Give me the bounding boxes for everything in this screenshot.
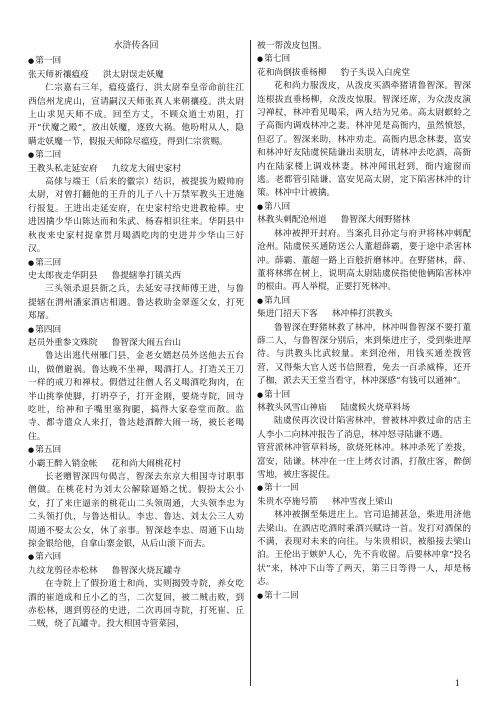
chapter-heading	[257, 214, 471, 227]
chapter-label	[28, 257, 244, 270]
heading-first-line: 小霸王醉入销金帐	[28, 458, 98, 469]
summary-paragraph: 高俅与端王（后来的徽宗）结识，被提拔为殿帅府太尉，对曾打翻他的王升的儿子八十万禁军教头王进施行报复。王进出走延安府，在史家村给史进教枪棒。史进因擒少华山陈达而和朱武、杨春相识往来。华阴县中秋夜来史家村捉拿贯月喝酒吃肉的史进并少华山三好汉。	[28, 177, 244, 255]
bullet-icon: ●	[257, 296, 264, 305]
heading-first-line: 史太郎夜走华阴县	[28, 270, 98, 281]
chapter-label	[257, 389, 471, 402]
bullet-icon: ●	[257, 202, 264, 211]
heading-second-line: 九纹龙大闹史家村	[111, 163, 181, 174]
summary-paragraph: 陆虞侯再次设计陷害林冲，曾被林冲救过命的店主人李小二向林冲报告了消息，林冲怒寻陆谦不遇。	[257, 416, 471, 440]
bullet-icon: ●	[28, 325, 35, 334]
chapter-heading	[257, 67, 471, 80]
chapter-number: 第十二回	[264, 590, 299, 601]
summary-paragraph: 林冲被押开封府。当案孔目孙定与府尹将林冲刺配沧州。陆虞侯买通防送公人董超薛霸，要于途中杀害林冲。薛霸、董超一路上百般折磨林冲。在野猪林，薛、董将林绑在树上，说明高太尉陆虞侯指使他俩陷害林冲的根由。再人举棍，正要打死林冲。	[257, 228, 471, 293]
bullet-icon: ●	[28, 446, 35, 455]
chapter-heading	[28, 163, 244, 176]
heading-second-line: 鲁智深大闹野猪林	[340, 215, 410, 226]
chapter-number: 第十一回	[264, 483, 299, 494]
chapter-number: 第三回	[35, 257, 62, 268]
bullet-icon: ●	[257, 55, 264, 64]
left-column	[28, 40, 244, 690]
summary-paragraph: 仁宗嘉右三年，瘟疫盛行，洪太尉奉皇帝命前往江西信州龙虎山，宣请嗣汉天师张真人来朝禳疫。洪太尉上山求见天师不成。回至方丈，不顾众道士劝阻，打开“伏魔之殿”，放出妖魔，逐致大祸。他吩咐从人，隐瞒走妖魔一节，假报天师除尽瘟疫，得到仁宗赏赐。	[28, 83, 244, 147]
right-column	[257, 40, 471, 690]
chapter-heading	[257, 308, 471, 321]
bullet-icon: ●	[257, 484, 264, 493]
chapter-number: 第八回	[264, 201, 291, 212]
chapter-heading	[28, 458, 244, 471]
heading-second-line: 陆虞候火烧草料场	[340, 402, 410, 413]
heading-first-line: 林教头风雪山神庙	[257, 402, 327, 413]
chapter-heading	[257, 402, 471, 415]
bullet-icon: ●	[28, 258, 35, 267]
page-number: 1	[454, 679, 460, 688]
chapter-label	[257, 590, 471, 603]
summary-paragraph: 鲁智深在野猪林救了林冲，林冲叫鲁智深不要打董薛二人，与鲁智深分别后，来到柴进庄子，受到柴进厚待。与洪教头比武较量。来到沧州，用钱买通差拨管营，又得柴大官人送书信照看，免去一百杀威棒，还开了枷，派去天王堂当看守，林冲深感“有钱可以通神”。	[257, 322, 471, 387]
chapter-heading	[28, 270, 244, 283]
heading-first-line: 王教头私走延安府	[28, 163, 98, 174]
chapter-label	[257, 482, 471, 495]
heading-second-line: 鲁智深大闹五台山	[111, 337, 181, 348]
chapter-number: 第七回	[264, 54, 291, 65]
chapter-heading	[28, 565, 244, 578]
bullet-icon: ●	[28, 553, 35, 562]
chapter-heading	[257, 496, 471, 509]
chapter-number: 第六回	[35, 552, 62, 563]
chapter-label	[28, 551, 244, 564]
heading-second-line: 鲁智深火烧瓦罐寺	[111, 565, 181, 576]
heading-first-line: 张天师祈禳瘟疫	[28, 69, 89, 80]
heading-first-line: 九纹龙剪径赤松林	[28, 565, 98, 576]
heading-first-line: 花和尚倒拔垂杨柳	[257, 67, 327, 78]
heading-second-line: 林冲棒打洪教头	[331, 309, 393, 320]
chapter-label	[257, 201, 471, 214]
summary-paragraph: 鲁达出逃代州雁门县，金老女婿赵员外送他去五台山，做僧避祸。鲁达晚不坐禅，喝酒打人。打造关王刀一样的戒刀和禅杖。假借过往僧人名义喝酒吃狗肉，在半山挑拳使脚，打坍亭子，打开金刚，要烧寺院，回寺吃吐，给神和子嘴里塞狗腿，搞得大家卷堂而散。监寺、都寺遣众人来打，鲁达趁酒醉大闹一场，被长老喝住。	[28, 351, 244, 442]
summary-paragraph: 三头领杀退县衙之兵，去延安寻找师傅王进，与鲁提辖在渭州潘家酒店相遇。鲁达救助金翠莲父女，打死郑屠。	[28, 284, 244, 322]
column-divider	[250, 40, 251, 686]
chapter-number: 第二回	[35, 150, 62, 161]
summary-paragraph: 在寺院上了假扮道士和尚，实则揭毁寺院，养女吃酒的崔道成和丘小乙的当，二次复回，被二贼击败，到赤松林，遇到剪径的史进，二次再回寺院，打死崔、丘二贼，烧了瓦罐寺。投大相国寺管菜园，	[28, 579, 244, 630]
chapter-label	[28, 444, 244, 457]
chapter-label	[257, 295, 471, 308]
chapter-label	[28, 55, 244, 68]
bullet-icon: ●	[28, 151, 35, 160]
heading-second-line: 林冲雪夜上梁山	[331, 496, 393, 507]
summary-paragraph: 长老赠智深四句偈言，智深去东京大相国寺讨职事僧做。在桃花村为刘太公解除逼婚之忧。假扮太公小女，打了来庄逼亲的桃花山二头领周通，大头领李忠为二头领打仇，与鲁达相认。李忠、鲁达、刘太公三人劝周通不娶太公女，休了亲事。智深趁李忠、周通下山劫掠金银给他，自拿山寨金银，从后山滚下而去。	[28, 472, 244, 550]
heading-second-line: 花和尚大闹桃花村	[111, 458, 181, 469]
heading-first-line: 朱贵水亭施号箭	[257, 496, 318, 507]
heading-second-line: 鲁提辖拳打镇关西	[111, 270, 181, 281]
bullet-icon: ●	[257, 591, 264, 600]
heading-first-line: 林教头刺配沧州道	[257, 215, 327, 226]
bullet-icon: ●	[257, 390, 264, 399]
chapter-number: 第一回	[35, 56, 62, 67]
chapter-heading	[28, 69, 244, 82]
heading-second-line: 豹子头误入白虎堂	[340, 67, 410, 78]
continued-paragraph: 管营派林冲管草料场，欲烧死林冲。林冲杀死了差拨，富安，陆谦。林冲在一庄上烤衣讨酒，打散庄客，醉倒雪地，被庄客捉住。	[257, 443, 471, 480]
summary-paragraph: 花和尚力服泼皮，从泼皮买酒牵猪请鲁智深。智深连根拔直垂杨柳，众泼皮惊服。智深还席，为众泼皮演习禅杖，林冲看见喝采，两人结为兄弟。高太尉螟蛉之子高衙内调戏林冲之妻。林冲见是高衙内，虽然愤怒，但忍了。智深来助，林冲劝走。高衙内思念林妻，富安和林冲好友陆虞侯陆谦出卖朋友，请林冲去吃酒，高衙内在陆家楼上调戏林妻。林冲闻讯赶到，衙内逾窗而逃。老都管引陆谦、富安见高太尉，定下陷害林冲的计策。林冲中计被擒。	[257, 81, 471, 199]
chapter-number: 第五回	[35, 445, 62, 456]
heading-first-line: 赵员外重参文殊院	[28, 337, 98, 348]
summary-paragraph: 林冲被捆至柴进庄上。官司追捕甚急，柴进用济他去梁山。在酒店吃酒时乘酒兴赋诗一首。发打对酒保的不满，表现对未来的向往。与朱贵相识，被船接去梁山泊。王伦出于嫉妒人心，先不肯收留。后要林冲拿“投名状”来，林冲下山等了两天，第三日等得一人，却是杨志。	[257, 510, 471, 588]
document-title: 水浒传各回	[113, 41, 159, 51]
continued-paragraph: 被一帮泼皮包围。	[257, 41, 327, 51]
chapter-heading	[28, 337, 244, 350]
chapter-number: 第九回	[264, 295, 291, 306]
heading-first-line: 柴进门招天下客	[257, 309, 318, 320]
chapter-label	[28, 149, 244, 162]
bullet-icon: ●	[28, 57, 35, 66]
chapter-label	[28, 324, 244, 337]
chapter-label	[257, 53, 471, 66]
chapter-number: 第十回	[264, 389, 291, 400]
heading-second-line: 洪太尉误走妖魔	[102, 69, 164, 80]
chapter-number: 第四回	[35, 324, 62, 335]
